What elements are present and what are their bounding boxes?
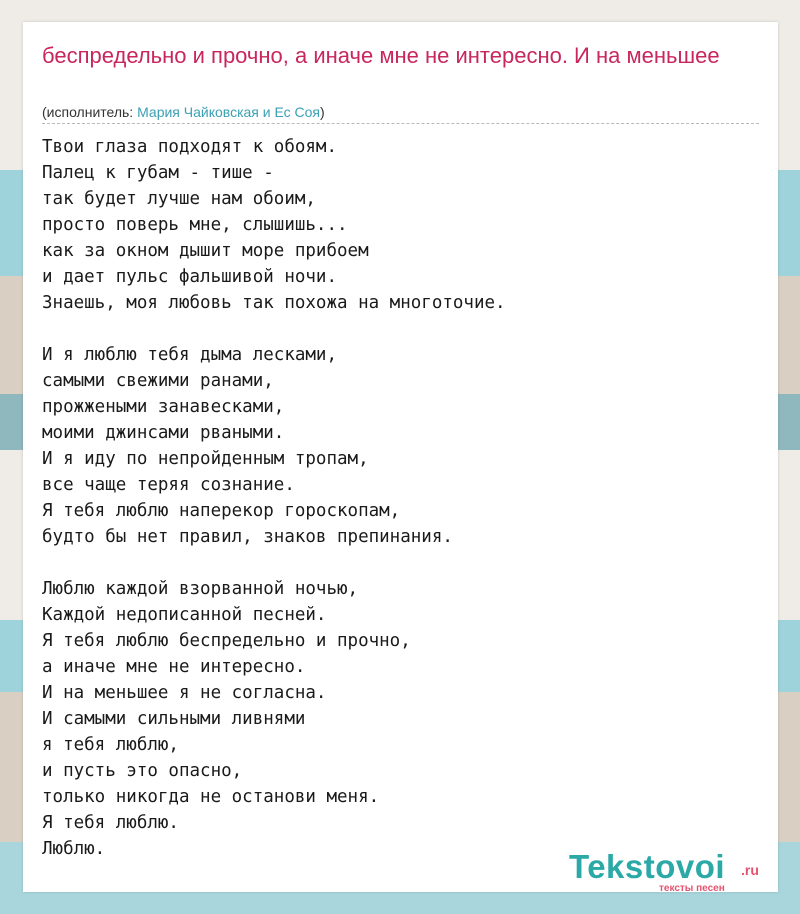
divider: [42, 123, 759, 124]
logo-name: Tekstovoi: [569, 848, 726, 885]
lyric-line: И я люблю тебя дыма лесками,: [42, 345, 338, 365]
lyric-line: Люблю.: [42, 839, 106, 859]
byline-suffix: ): [320, 104, 325, 120]
lyric-line: Знаешь, моя любовь так похожа на многоточие.: [42, 293, 506, 313]
lyric-line: я тебя люблю,: [42, 735, 179, 755]
lyric-line: И самыми сильными ливнями: [42, 709, 306, 729]
artist-byline: [42, 103, 325, 121]
logo-domain: .ru: [741, 862, 759, 878]
lyric-line: И на меньшее я не согласна.: [42, 683, 327, 703]
lyric-line: а иначе мне не интересно.: [42, 657, 306, 677]
lyric-line: Твои глаза подходят к обоям.: [42, 137, 338, 157]
lyric-line: Палец к губам - тише -: [42, 163, 274, 183]
lyric-line: Я тебя люблю беспредельно и прочно,: [42, 631, 411, 651]
byline-prefix: (исполнитель:: [42, 104, 138, 120]
lyric-line: и дает пульс фальшивой ночи.: [42, 267, 338, 287]
lyric-line: Я тебя люблю наперекор гороскопам,: [42, 501, 401, 521]
site-logo[interactable]: [569, 848, 779, 898]
lyric-line: Я тебя люблю.: [42, 813, 179, 833]
lyric-line: все чаще теряя сознание.: [42, 475, 295, 495]
lyric-line: Люблю каждой взорванной ночью,: [42, 579, 359, 599]
lyric-line: как за окном дышит море прибоем: [42, 241, 369, 261]
lyric-line: просто поверь мне, слышишь...: [42, 215, 348, 235]
song-title: беспредельно и прочно, а иначе мне не интересно. И на меньшее: [42, 43, 720, 68]
artist-link[interactable]: Мария Чайковская и Ес Соя: [137, 104, 321, 120]
lyric-line: и пусть это опасно,: [42, 761, 243, 781]
lyric-line: прожжеными занавесками,: [42, 397, 285, 417]
lyric-line: самыми свежими ранами,: [42, 371, 274, 391]
lyric-line: Каждой недописанной песней.: [42, 605, 327, 625]
lyric-line: моими джинсами рваными.: [42, 423, 285, 443]
lyrics-text: [42, 134, 762, 862]
logo-tagline: тексты песен: [659, 883, 725, 894]
lyrics-card: [23, 22, 778, 892]
lyric-line: так будет лучше нам обоим,: [42, 189, 316, 209]
lyric-line: И я иду по непройденным тропам,: [42, 449, 369, 469]
lyric-line: только никогда не останови меня.: [42, 787, 380, 807]
lyric-line: будто бы нет правил, знаков препинания.: [42, 527, 453, 547]
